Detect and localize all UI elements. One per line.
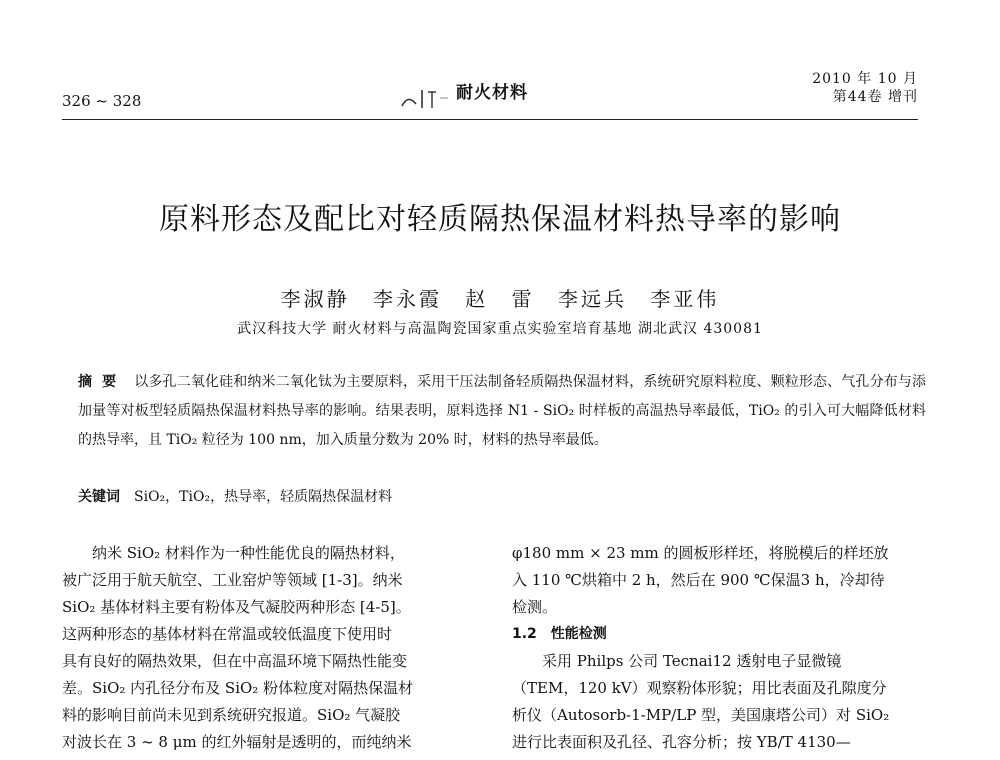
issue-date xyxy=(812,70,918,106)
abstract-label: 摘要 xyxy=(78,374,127,390)
issue-volume: 第44卷 增刊 xyxy=(832,89,918,105)
journal-emblem-icon xyxy=(398,84,450,110)
journal-name: 耐火材料 xyxy=(456,83,528,103)
body-line: 析仪（Autosorb-1-MP/LP 型，美国康塔公司）对 SiO₂ xyxy=(512,706,890,724)
body-line: 采用 Philps 公司 Tecnai12 透射电子显微镜 xyxy=(512,652,842,670)
body-line: 被广泛用于航天航空、工业窑炉等领域 [1-3]。纳米 xyxy=(62,571,403,589)
keywords-label: 关键词 xyxy=(78,489,120,505)
body-line: 检测。 xyxy=(512,598,558,616)
body-line: 差。SiO₂ 内孔径分布及 SiO₂ 粉体粒度对隔热保温材 xyxy=(62,679,414,697)
keywords xyxy=(78,484,926,510)
body-line: 这两种形态的基体材料在常温或较低温度下使用时 xyxy=(62,625,393,643)
abstract-text: 以多孔二氧化硅和纳米二氧化钛为主要原料，采用干压法制备轻质隔热保温材料，系统研究原料粒度、颗粒形态、气孔分布与添加量等对板型轻质隔热保温材料热导率的影响。结果表明，原料选择 N1 - SiO₂ 时样板的高温热导率最低，TiO₂ 的引入可大幅降低材料的热导率，且 TiO₂ 粒径为 100 nm，加入质量分数为 20% 时，材料的热导率最低。 xyxy=(78,374,926,448)
keywords-text: SiO₂，TiO₂，热导率，轻质隔热保温材料 xyxy=(134,489,393,505)
body-line: 入 110 ℃烘箱中 2 h，然后在 900 ℃保温3 h，冷却待 xyxy=(512,571,885,589)
author-list: 李淑静 李永霞 赵 雷 李远兵 李亚伟 xyxy=(280,287,720,311)
page-range: 326 ~ 328 xyxy=(62,92,142,110)
page-header xyxy=(0,0,1000,122)
affiliation: 武汉科技大学 耐火材料与高温陶瓷国家重点实验室培育基地 湖北武汉 430081 xyxy=(237,321,763,337)
body-line: φ180 mm × 23 mm 的圆板形样坯，将脱模后的样坯放 xyxy=(512,544,889,562)
header-rule xyxy=(62,119,918,120)
body-right-column xyxy=(512,540,926,756)
body-left-column xyxy=(62,540,476,756)
paper-title: 原料形态及配比对轻质隔热保温材料热导率的影响 xyxy=(159,202,841,237)
body-line: 料的影响目前尚未见到系统研究报道。SiO₂ 气凝胶 xyxy=(62,706,401,724)
body-line: SiO₂ 基体材料主要有粉体及气凝胶两种形态 [4-5]。 xyxy=(62,598,411,616)
body-line: 具有良好的隔热效果，但在中高温环境下隔热性能变 xyxy=(62,652,408,670)
body-line: 进行比表面积及孔径、孔容分析；按 YB/T 4130— xyxy=(512,733,851,751)
abstract xyxy=(78,368,926,455)
issue-year-month: 2010 年 10 月 xyxy=(812,71,918,87)
body-line: 纳米 SiO₂ 材料作为一种性能优良的隔热材料， xyxy=(62,544,405,562)
body-line: 对波长在 3 ~ 8 μm 的红外辐射是透明的，而纯纳米 xyxy=(62,733,412,751)
section-heading: 1.2 性能检测 xyxy=(512,626,607,642)
body-line: （TEM，120 kV）观察粉体形貌；用比表面及孔隙度分 xyxy=(512,679,887,697)
journal-logo xyxy=(398,70,568,112)
